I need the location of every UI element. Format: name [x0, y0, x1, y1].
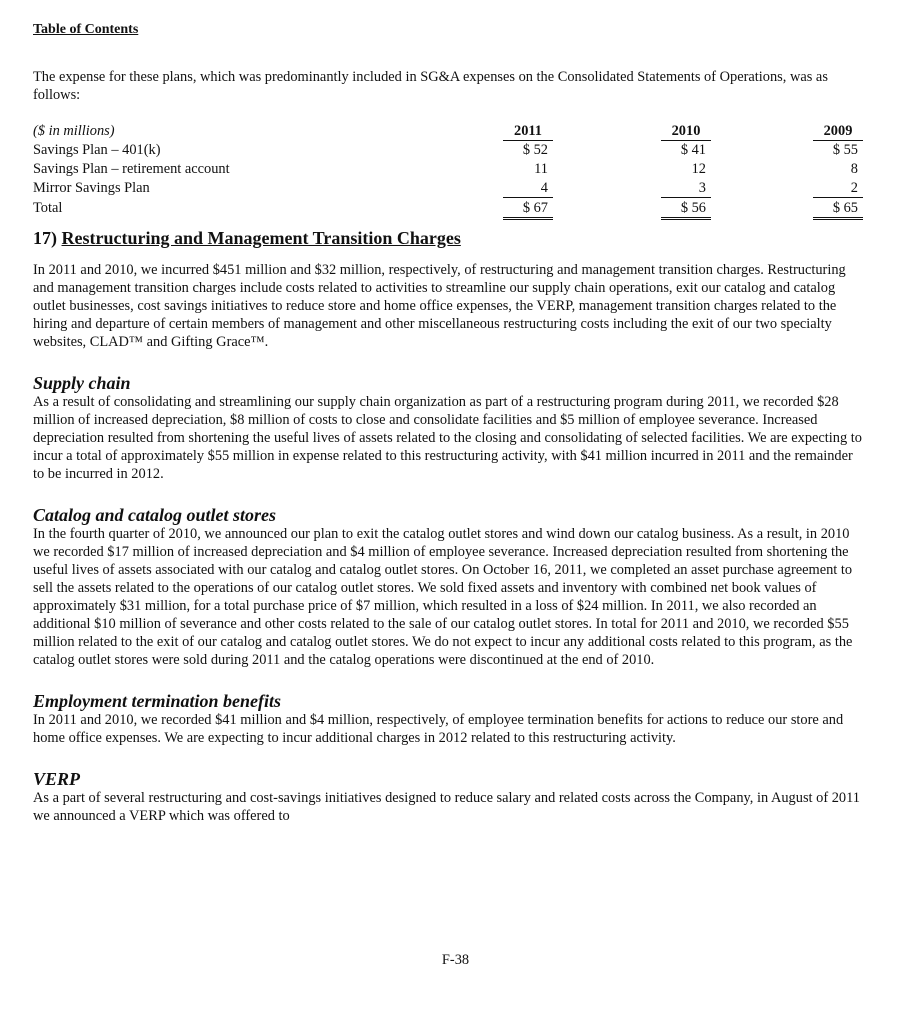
total-double-underline-2010: [661, 217, 711, 220]
table-row-label: Mirror Savings Plan: [33, 180, 150, 196]
table-cell: $ 41: [680, 142, 706, 158]
subsection-heading: Supply chain: [33, 373, 131, 393]
subsection-verp: [33, 769, 863, 825]
subtotal-underline-2011: [503, 197, 553, 198]
table-cell: 11: [534, 161, 548, 177]
table-unit-label: ($ in millions): [33, 123, 115, 139]
table-cell-total: $ 56: [680, 200, 706, 216]
table-row-label: Savings Plan – 401(k): [33, 142, 161, 158]
subsection-heading: Employment termination benefits: [33, 691, 282, 711]
subsection-body: In the fourth quarter of 2010, we announced our plan to exit the catalog outlet stores and wind down our catalog business. As a result, in 2010 we recorded $17 million of increased depreciation and $4 million of employee severance. Increased depreciation resulted from shortening the useful lives of assets associated with our catalog and catalog outlet stores. On October 16, 2011, we completed an asset purchase agreement to sell the assets related to the operations of our catalog outlet stores. We sold fixed assets and inventory with combined net book values of approximately $31 million, for a total purchase price of $7 million, which resulted in a loss of $24 million. In 2011, we also recorded an additional $10 million of severance and other costs related to the sale of our catalog outlet stores. In total for 2011 and 2010, we recorded $55 million related to the exit of our catalog and catalog outlet stores. We do not expect to incur any additional costs related to this program, as the catalog outlet stores were sold during 2011 and the catalog operations were discontinued at the end of 2010.: [33, 526, 853, 668]
intro-paragraph: The expense for these plans, which was predominantly included in SG&A expenses on the Consolidated Statements of Operations, was as follows:: [33, 69, 828, 103]
section-heading: [33, 227, 863, 249]
subsection-heading: Catalog and catalog outlet stores: [33, 505, 277, 525]
table-cell: $ 55: [832, 142, 858, 158]
table-cell-total: $ 65: [832, 200, 858, 216]
subsection-body: In 2011 and 2010, we recorded $41 million and $4 million, respectively, of employee termination benefits for actions to reduce our store and home office expenses. We are expecting to incur additional charges in 2012 related to this restructuring activity.: [33, 712, 844, 746]
section-number: 17): [33, 228, 57, 248]
table-of-contents-link[interactable]: Table of Contents: [33, 22, 139, 37]
year-header-2009: 2009: [823, 123, 853, 139]
section-title: Restructuring and Management Transition Charges: [61, 228, 461, 248]
table-cell: 12: [691, 161, 706, 177]
subsection-body: As a part of several restructuring and cost-savings initiatives designed to reduce salary and related costs across the Company, in August of 2011 we announced a VERP which was offered to: [33, 790, 860, 824]
table-row-label-total: Total: [33, 200, 63, 216]
table-cell: 2: [850, 180, 858, 196]
table-row-label: Savings Plan – retirement account: [33, 161, 230, 177]
year-header-2010: 2010: [671, 123, 701, 139]
table-cell: 3: [698, 180, 706, 196]
savings-plan-expense-table: [33, 122, 863, 227]
table-cell: $ 52: [522, 142, 548, 158]
subtotal-underline-2010: [661, 197, 711, 198]
year-header-2011: 2011: [514, 123, 542, 139]
subsection-catalog-outlet-stores: [33, 505, 863, 669]
total-double-underline-2009: [813, 217, 863, 220]
document-page: [33, 20, 863, 825]
subsection-employment-termination-benefits: [33, 691, 863, 747]
page-number: F-38: [441, 952, 470, 968]
total-double-underline-2011: [503, 217, 553, 220]
subsection-heading: VERP: [33, 769, 81, 789]
subtotal-underline-2009: [813, 197, 863, 198]
table-cell: 8: [850, 161, 858, 177]
table-cell-total: $ 67: [522, 200, 548, 216]
table-cell: 4: [540, 180, 548, 196]
section-intro-paragraph: In 2011 and 2010, we incurred $451 million and $32 million, respectively, of restructuring and management transition charges. Restructuring and management transition charges include costs related to activities to streamline our supply chain operations, exit our catalog and catalog outlet businesses, cost savings initiatives to reduce store and home office expenses, the VERP, management transition charges related to the hiring and departure of certain members of management and other miscellaneous restructuring costs including the exit of our two specialty websites, CLAD™ and Gifting Grace™.: [33, 262, 846, 350]
subsection-supply-chain: [33, 373, 863, 483]
subsection-body: As a result of consolidating and streamlining our supply chain organization as part of a restructuring program during 2011, we recorded $28 million of increased depreciation, $8 million of costs to close and consolidate facilities and $5 million of employee severance. Increased depreciation resulted from shortening the useful lives of assets related to the closing and consolidating of selected facilities. We are expecting to incur a total of approximately $55 million in expense related to this restructuring activity, with $41 million incurred in 2011 and the remainder to be incurred in 2012.: [33, 394, 862, 482]
